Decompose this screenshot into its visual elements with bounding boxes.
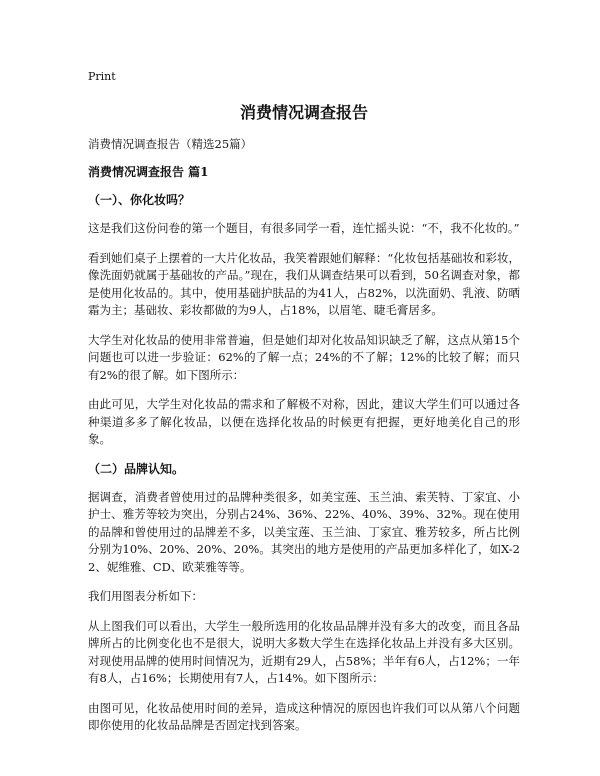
paragraph-5: 据调查，消费者曾使用过的品牌种类很多，如美宝莲、玉兰油、索芙特、丁家宜、小护士、雅芳等较为突出，分别占24%、36%、22%、40%、39%、32%。现在使用的品牌和曾使用过的品牌差不多，以美宝莲、玉兰油、丁家宜、雅芳较多，所占比例分别为10%、20%、20%、20%。其突出的地方是使用的产品更加多样化了，如X-22、妮维雅、CD、欧莱雅等等。	[88, 489, 520, 574]
paragraph-6: 我们用图表分析如下：	[88, 589, 203, 603]
print-label[interactable]: Print	[88, 70, 116, 83]
paragraph-7: 从上图我们可以看出，大学生一般所选用的化妆品品牌并没有多大的改变，而且各品牌所占的比例变化也不是很大，说明大多数大学生在选择化妆品上并没有多大区别。对现使用品牌的使用时间情况为，近期有29人，占58%；半年有6人，占12%；一年有8人，占16%；长期使用有7人，占14%。如下图所示：	[88, 618, 520, 685]
paragraph-8: 由图可见，化妆品使用时间的差异，造成这种情况的原因也许我们可以从第八个问题即你使用的化妆品品牌是否固定找到答案。	[88, 700, 520, 732]
section-title: 消费情况调查报告 篇1	[88, 165, 209, 179]
paragraph-3: 大学生对化妆品的使用非常普遍，但是她们却对化妆品知识缺乏了解，这点从第15个问题也可以进一步验证：62%的了解一点；24%的不了解；12%的比较了解；而只有2%的很了解。如下图所示：	[88, 332, 520, 382]
document-subtitle: 消费情况调查报告（精选25篇）	[88, 137, 253, 151]
document-page	[88, 70, 520, 747]
paragraph-1: 这是我们这份问卷的第一个题目，有很多同学一看，连忙摇头说：“不，我不化妆的。”	[88, 221, 520, 235]
paragraph-4: 由此可见，大学生对化妆品的需求和了解极不对称，因此，建议大学生们可以通过各种渠道多多了解化妆品，以便在选择化妆品的时候更有把握，更好地美化自己的形象。	[88, 397, 520, 446]
page-title: 消费情况调查报告	[239, 103, 368, 122]
question-heading-2: （二）品牌认知。	[88, 461, 185, 476]
question-heading-1: （一）、你化妆吗？	[88, 193, 191, 207]
paragraph-2: 看到她们桌子上摆着的一大片化妆品，我笑着跟她们解释：“化妆包括基础妆和彩妆，像洗面奶就属于基础妆的产品。”现在，我们从调查结果可以看到，50名调查对象，都是使用化妆品的。其中，使用基础护肤品的为41人，占82%，以洗面奶、乳液、防晒霜为主；基础妆、彩妆都做的为9人，占18%，以眉笔、睫毛膏居多。	[88, 250, 520, 317]
